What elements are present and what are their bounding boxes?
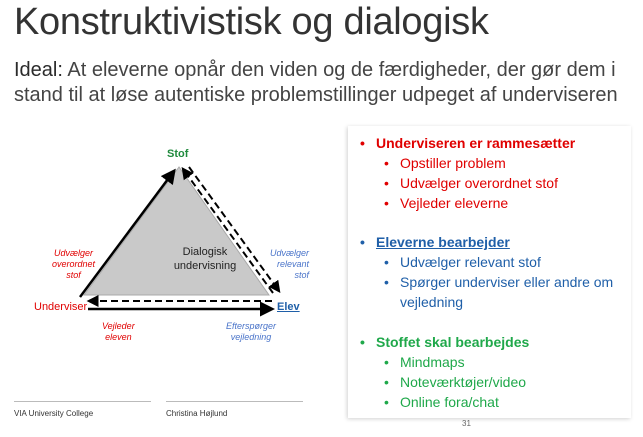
list-item: • Udvælger relevant stof: [358, 252, 620, 272]
list-item: • Opstiller problem: [358, 153, 575, 173]
section-heading: • Eleverne bearbejder: [358, 232, 620, 252]
center-label: Dialogisk undervisning: [173, 246, 237, 272]
roles-panel: [348, 126, 631, 418]
section-heading: • Underviseren er rammesætter: [358, 133, 575, 153]
triangle-diagram: [14, 145, 340, 357]
left-side-label: Udvælger overordnet stof: [52, 248, 96, 280]
list-item: • Spørger underviser eller andre om vejledning: [358, 272, 620, 312]
elev-label: Elev: [277, 301, 300, 313]
section-elever: [358, 232, 620, 312]
footer-divider-right: [166, 401, 303, 402]
page-number: 31: [462, 419, 471, 428]
bottom-right-label: Efterspørger vejledning: [226, 321, 277, 342]
list-item: • Mindmaps: [358, 352, 529, 372]
triangle-shape: [84, 167, 269, 295]
footer-org: VIA University College: [14, 409, 94, 418]
slide-title: Konstruktivistisk og dialogisk: [14, 1, 489, 43]
footer-divider-left: [14, 401, 151, 402]
section-stoffet: [358, 332, 529, 412]
list-item: • Online fora/chat: [358, 392, 529, 412]
ideal-text: At eleverne opnår den viden og de færdigheder, der gør dem i stand til at løse autentiske problemstillinger udpeget af underviseren: [14, 59, 618, 106]
list-item: • Noteværktøjer/video: [358, 372, 529, 392]
slide-subtitle: [14, 58, 634, 108]
list-item: • Vejleder eleverne: [358, 193, 575, 213]
footer-author: Christina Højlund: [166, 409, 228, 418]
underviser-label: Underviser: [34, 301, 88, 313]
list-item: • Udvælger overordnet stof: [358, 173, 575, 193]
apex-label: Stof: [167, 148, 189, 160]
ideal-label: Ideal:: [14, 59, 63, 81]
section-underviser: [358, 133, 575, 213]
bottom-left-label: Vejleder eleven: [102, 321, 135, 342]
right-side-label: Udvælger relevant stof: [270, 248, 310, 280]
section-heading: • Stoffet skal bearbejdes: [358, 332, 529, 352]
